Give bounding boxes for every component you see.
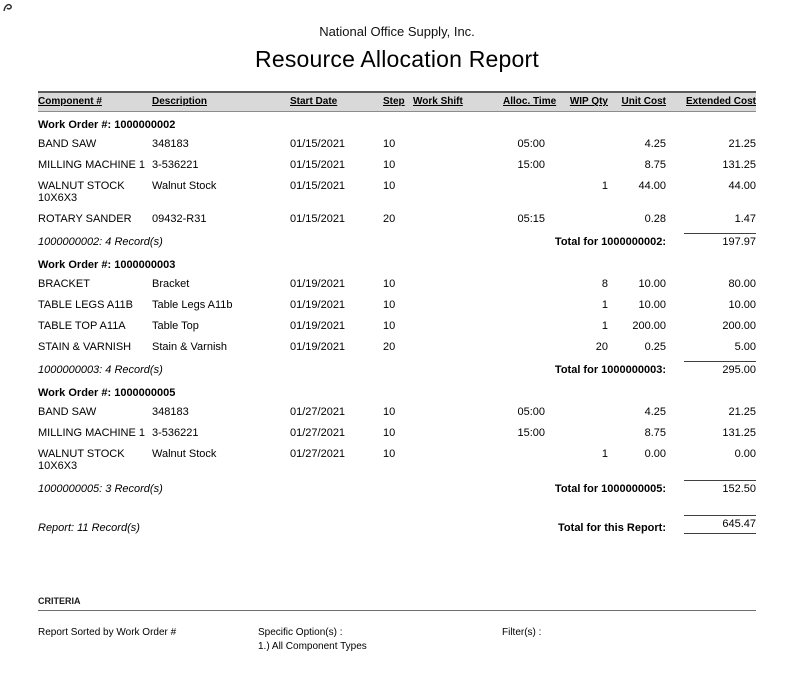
cell-alloc-time: 05:00 <box>517 138 545 150</box>
cell-extended-cost: 131.25 <box>722 427 756 439</box>
cell-unit-cost: 0.25 <box>644 341 666 353</box>
work-order-group-header: Work Order #: 1000000003 <box>38 259 176 271</box>
cell-unit-cost: 44.00 <box>638 180 666 192</box>
table-row <box>38 176 756 209</box>
cell-start-date: 01/15/2021 <box>290 159 346 171</box>
cell-wip-qty: 1 <box>601 299 608 311</box>
cell-extended-cost: 21.25 <box>728 406 756 418</box>
table-row <box>38 295 756 316</box>
cell-step: 10 <box>383 406 396 418</box>
cell-component: WALNUT STOCK 10X6X3 <box>38 448 125 472</box>
cell-start-date: 01/27/2021 <box>290 427 346 439</box>
cell-description: 09432-R31 <box>152 213 207 225</box>
table-row <box>38 402 756 423</box>
criteria-heading: CRITERIA <box>38 596 81 606</box>
report-total-label: Total for this Report: <box>558 522 666 534</box>
cell-component: BAND SAW <box>38 406 97 418</box>
cell-component: MILLING MACHINE 1 <box>38 427 145 439</box>
cell-start-date: 01/15/2021 <box>290 180 346 192</box>
column-header-work-shift: Work Shift <box>413 96 463 107</box>
group-total-label: Total for 1000000003: <box>554 364 666 376</box>
cell-start-date: 01/19/2021 <box>290 299 346 311</box>
report-footer-row <box>38 515 756 534</box>
cell-component: BRACKET <box>38 278 90 290</box>
cell-component: TABLE TOP A11A <box>38 320 126 332</box>
cell-alloc-time: 05:15 <box>517 213 545 225</box>
group-total-value: 152.50 <box>684 480 756 495</box>
cell-step: 20 <box>383 213 396 225</box>
cell-start-date: 01/19/2021 <box>290 320 346 332</box>
cell-wip-qty: 20 <box>595 341 608 353</box>
cell-start-date: 01/19/2021 <box>290 278 346 290</box>
column-header-alloc-time: Alloc. Time <box>503 96 557 107</box>
cell-extended-cost: 200.00 <box>722 320 756 332</box>
cell-step: 10 <box>383 180 396 192</box>
cell-step: 10 <box>383 427 396 439</box>
group-total-label: Total for 1000000002: <box>554 236 666 248</box>
cell-unit-cost: 0.28 <box>644 213 666 225</box>
cell-component: WALNUT STOCK 10X6X3 <box>38 180 125 204</box>
cell-description: Walnut Stock <box>152 448 217 460</box>
table-body <box>38 112 756 499</box>
criteria-filters-label: Filter(s) : <box>502 627 542 638</box>
cell-start-date: 01/15/2021 <box>290 138 346 150</box>
cell-description: 348183 <box>152 138 189 150</box>
specific-option-item: 1.) All Component Types <box>258 641 367 652</box>
cell-description: Bracket <box>152 278 190 290</box>
cell-step: 10 <box>383 138 396 150</box>
cell-step: 10 <box>383 299 396 311</box>
cell-step: 10 <box>383 159 396 171</box>
cell-start-date: 01/27/2021 <box>290 406 346 418</box>
cell-description: 3-536221 <box>152 427 199 439</box>
cell-start-date: 01/15/2021 <box>290 213 346 225</box>
group-total-label: Total for 1000000005: <box>554 483 666 495</box>
cell-component: STAIN & VARNISH <box>38 341 132 353</box>
cell-extended-cost: 131.25 <box>722 159 756 171</box>
cell-wip-qty: 1 <box>601 320 608 332</box>
criteria-divider <box>38 610 756 611</box>
column-header-extended-cost: Extended Cost <box>685 96 756 107</box>
company-name: National Office Supply, Inc. <box>319 24 475 39</box>
cell-alloc-time: 15:00 <box>517 159 545 171</box>
cell-component: BAND SAW <box>38 138 97 150</box>
cell-step: 10 <box>383 278 396 290</box>
column-header-component: Component # <box>38 96 102 107</box>
cell-description: Table Legs A11b <box>152 299 233 311</box>
cell-wip-qty: 1 <box>601 448 608 460</box>
cell-unit-cost: 10.00 <box>638 278 666 290</box>
cell-alloc-time: 15:00 <box>517 427 545 439</box>
group-record-count: 1000000005: 3 Record(s) <box>38 483 163 495</box>
criteria-sorted-by: Report Sorted by Work Order # <box>38 627 177 638</box>
cell-component: ROTARY SANDER <box>38 213 132 225</box>
group-footer-row <box>38 358 756 380</box>
cell-step: 10 <box>383 320 396 332</box>
corner-scribble-mark <box>2 1 16 19</box>
table-row <box>38 155 756 176</box>
cell-unit-cost: 10.00 <box>638 299 666 311</box>
table-row <box>38 274 756 295</box>
group-total-value: 197.97 <box>684 233 756 248</box>
cell-unit-cost: 200.00 <box>632 320 666 332</box>
work-order-group-header: Work Order #: 1000000005 <box>38 387 176 399</box>
cell-extended-cost: 44.00 <box>728 180 756 192</box>
table-row <box>38 134 756 155</box>
cell-component: TABLE LEGS A11B <box>38 299 133 311</box>
report-table <box>38 91 756 534</box>
cell-start-date: 01/19/2021 <box>290 341 346 353</box>
table-row <box>38 209 756 230</box>
group-footer-row <box>38 230 756 252</box>
cell-unit-cost: 8.75 <box>644 159 666 171</box>
cell-description: Walnut Stock <box>152 180 217 192</box>
report-record-count: Report: 11 Record(s) <box>38 522 140 534</box>
table-row <box>38 316 756 337</box>
cell-unit-cost: 0.00 <box>644 448 666 460</box>
report-title: Resource Allocation Report <box>255 46 539 72</box>
table-row <box>38 444 756 477</box>
criteria-row <box>38 627 756 652</box>
cell-step: 20 <box>383 341 396 353</box>
cell-description: Table Top <box>152 320 199 332</box>
cell-extended-cost: 5.00 <box>734 341 756 353</box>
group-footer-row <box>38 477 756 499</box>
cell-wip-qty: 1 <box>601 180 608 192</box>
report-total-value: 645.47 <box>684 515 756 534</box>
specific-options-label: Specific Option(s) : <box>258 627 343 638</box>
cell-description: 348183 <box>152 406 189 418</box>
cell-wip-qty: 8 <box>601 278 608 290</box>
column-header-step: Step <box>383 96 405 107</box>
table-header-row <box>38 91 756 112</box>
cell-unit-cost: 4.25 <box>644 406 666 418</box>
group-record-count: 1000000003: 4 Record(s) <box>38 364 163 376</box>
cell-description: Stain & Varnish <box>152 341 228 353</box>
work-order-group-header: Work Order #: 1000000002 <box>38 119 176 131</box>
column-header-unit-cost: Unit Cost <box>621 96 666 107</box>
cell-extended-cost: 0.00 <box>734 448 756 460</box>
criteria-specific-options <box>258 627 502 652</box>
cell-extended-cost: 1.47 <box>734 213 756 225</box>
cell-extended-cost: 10.00 <box>728 299 756 311</box>
column-header-start-date: Start Date <box>290 96 338 107</box>
cell-unit-cost: 4.25 <box>644 138 666 150</box>
column-header-description: Description <box>152 96 208 107</box>
table-row <box>38 423 756 444</box>
cell-extended-cost: 80.00 <box>728 278 756 290</box>
group-total-value: 295.00 <box>684 361 756 376</box>
cell-extended-cost: 21.25 <box>728 138 756 150</box>
cell-unit-cost: 8.75 <box>644 427 666 439</box>
cell-component: MILLING MACHINE 1 <box>38 159 145 171</box>
cell-start-date: 01/27/2021 <box>290 448 346 460</box>
column-header-wip-qty: WIP Qty <box>569 96 608 107</box>
criteria-section <box>38 596 756 652</box>
table-row <box>38 337 756 358</box>
cell-alloc-time: 05:00 <box>517 406 545 418</box>
group-record-count: 1000000002: 4 Record(s) <box>38 236 163 248</box>
cell-description: 3-536221 <box>152 159 199 171</box>
cell-step: 10 <box>383 448 396 460</box>
